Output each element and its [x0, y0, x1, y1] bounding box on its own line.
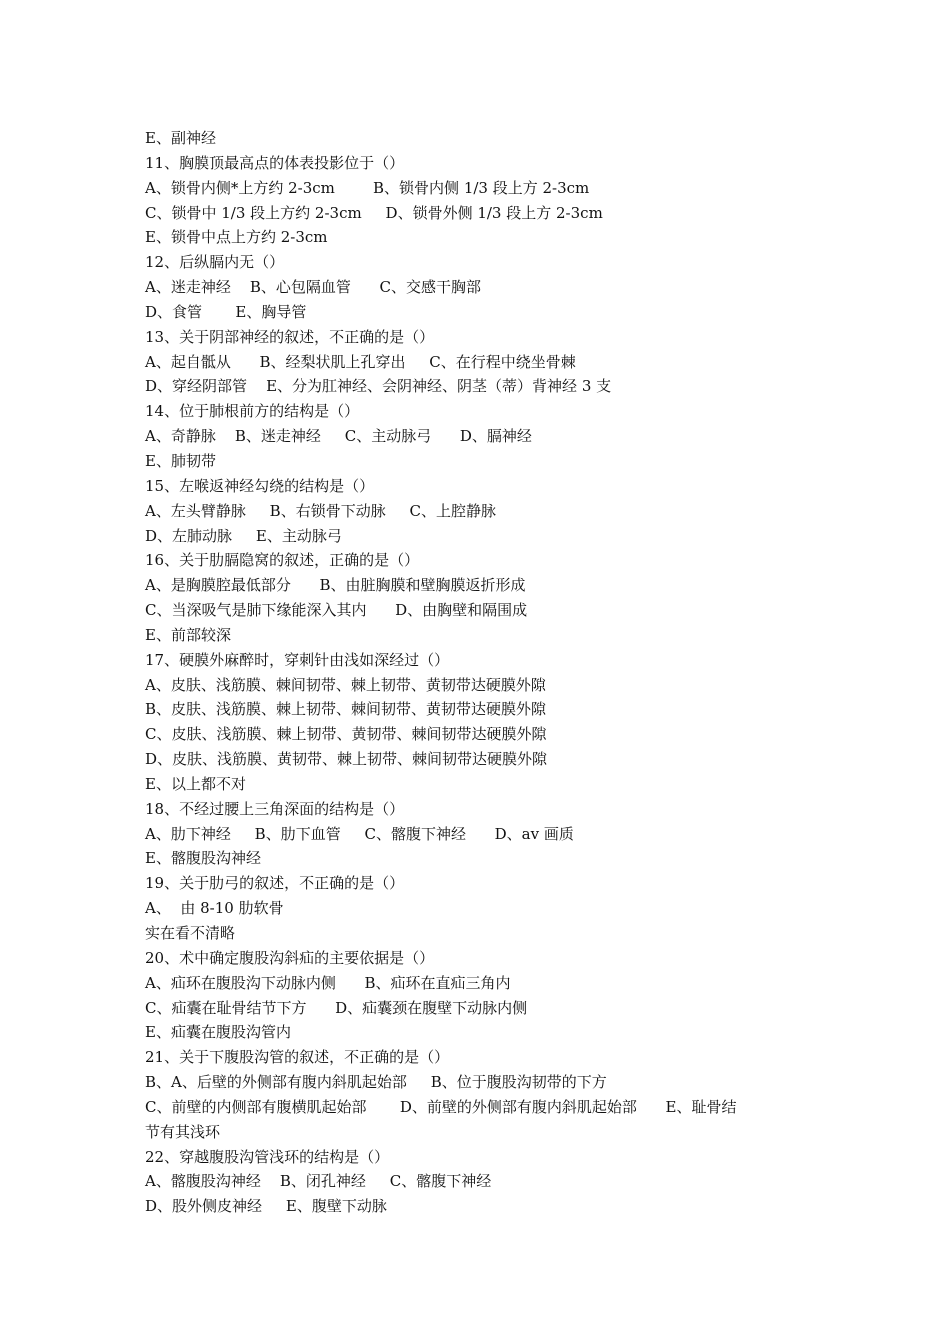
text-line: A、 由 8-10 肋软骨 [145, 899, 284, 918]
text-line: C、当深吸气是肺下缘能深入其内 D、由胸壁和隔围成 [145, 601, 528, 620]
text-line: E、疝囊在腹股沟管内 [145, 1023, 291, 1042]
text-line: A、肋下神经 B、肋下血管 C、髂腹下神经 D、av 画质 [145, 824, 574, 843]
text-line: E、髂腹股沟神经 [145, 849, 261, 868]
text-line: E、锁骨中点上方约 2-3cm [145, 228, 328, 247]
text-line: B、A、后壁的外侧部有腹内斜肌起始部 B、位于腹股沟韧带的下方 [145, 1073, 607, 1092]
text-line: D、股外侧皮神经 E、腹壁下动脉 [145, 1197, 387, 1216]
text-line: 20、术中确定腹股沟斜疝的主要依据是（） [145, 948, 435, 967]
text-line: 12、后纵膈内无（） [145, 253, 285, 272]
text-line: C、疝囊在耻骨结节下方 D、疝囊颈在腹壁下动脉内侧 [145, 998, 528, 1017]
text-line: 15、左喉返神经勾绕的结构是（） [145, 476, 375, 495]
text-line: E、前部较深 [145, 625, 231, 644]
text-line: D、左肺动脉 E、主动脉弓 [145, 526, 342, 545]
text-line: 22、穿越腹股沟管浅环的结构是（） [145, 1147, 390, 1166]
text-line: D、皮肤、浅筋膜、黄韧带、棘上韧带、棘间韧带达硬膜外隙 [145, 750, 548, 769]
text-line: A、是胸膜腔最低部分 B、由脏胸膜和壁胸膜返折形成 [145, 576, 526, 595]
text-line: A、起自骶从 B、经梨状肌上孔穿出 C、在行程中绕坐骨棘 [145, 352, 576, 371]
text-line: 13、关于阴部神经的叙述，不正确的是（） [145, 327, 435, 346]
text-line: 16、关于肋膈隐窝的叙述，正确的是（） [145, 551, 420, 570]
text-line: 实在看不清略 [145, 924, 236, 942]
text-line: D、穿经阴部管 E、分为肛神经、会阴神经、阴茎（蒂）背神经 3 支 [145, 377, 612, 396]
text-line: A、皮肤、浅筋膜、棘间韧带、棘上韧带、黄韧带达硬膜外隙 [145, 675, 546, 694]
text-line: E、以上都不对 [145, 774, 246, 793]
text-line: A、奇静脉 B、迷走神经 C、主动脉弓 D、膈神经 [145, 427, 532, 446]
text-line: 17、硬膜外麻醉时，穿刺针由浅如深经过（） [145, 650, 450, 669]
text-line: A、迷走神经 B、心包隔血管 C、交感干胸部 [145, 278, 482, 297]
text-line: D、食管 E、胸导管 [145, 302, 307, 321]
text-line: 节有其浅环 [145, 1122, 221, 1141]
text-line: A、左头臂静脉 B、右锁骨下动脉 C、上腔静脉 [145, 501, 497, 520]
text-line: E、副神经 [145, 129, 216, 147]
text-line: E、肺韧带 [145, 451, 216, 470]
text-line: A、锁骨内侧*上方约 2-3cm B、锁骨内侧 1/3 段上方 2-3cm [145, 178, 590, 197]
text-line: 21、关于下腹股沟管的叙述，不正确的是（） [145, 1048, 450, 1067]
document-page [145, 126, 825, 1219]
text-line: C、皮肤、浅筋膜、棘上韧带、黄韧带、棘间韧带达硬膜外隙 [145, 725, 547, 744]
text-line: A、疝环在腹股沟下动脉内侧 B、疝环在直疝三角内 [145, 973, 511, 992]
text-line: C、前壁的内侧部有腹横肌起始部 D、前壁的外侧部有腹内斜肌起始部 E、耻骨结 [145, 1097, 737, 1116]
text-line: 18、不经过腰上三角深面的结构是（） [145, 799, 405, 818]
text-line: 11、胸膜顶最高点的体表投影位于（） [145, 153, 405, 172]
text-line: A、髂腹股沟神经 B、闭孔神经 C、髂腹下神经 [145, 1172, 492, 1191]
text-line: 14、位于肺根前方的结构是（） [145, 402, 360, 421]
text-line: B、皮肤、浅筋膜、棘上韧带、棘间韧带、黄韧带达硬膜外隙 [145, 700, 547, 719]
text-line: C、锁骨中 1/3 段上方约 2-3cm D、锁骨外侧 1/3 段上方 2-3cm [145, 203, 603, 222]
text-line: 19、关于肋弓的叙述，不正确的是（） [145, 874, 405, 893]
